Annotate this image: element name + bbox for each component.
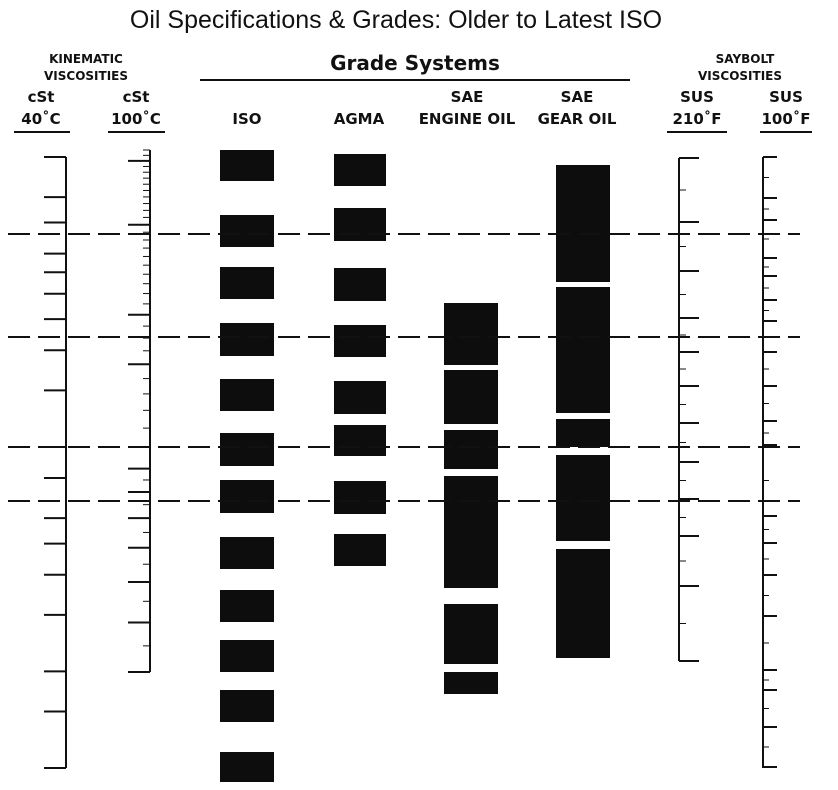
col-sus210-line2: 210˚F: [672, 110, 722, 128]
saybolt-header-line1: SAYBOLT: [715, 52, 775, 66]
col-sae-gear-line2: GEAR OIL: [537, 110, 617, 128]
iso-grade-box: [220, 690, 274, 722]
iso-grade-box: [220, 640, 274, 672]
agma-grade-box: [334, 154, 386, 186]
col-agma: AGMA: [333, 110, 385, 128]
col-sus100-line2: 100˚F: [761, 110, 811, 128]
agma-grade-box: [334, 208, 386, 241]
col-cst100-line1: cSt: [122, 88, 150, 106]
iso-grade-box: [220, 590, 274, 622]
col-sus100-line1: SUS: [769, 88, 803, 106]
col-cst40-line2: 40˚C: [21, 110, 61, 128]
col-sae-engine-line2: ENGINE OIL: [418, 110, 516, 128]
agma-grade-box: [334, 425, 386, 456]
sae-engine-grade-box: [444, 430, 498, 469]
col-sae-gear-line1: SAE: [560, 88, 594, 106]
sae-gear-grade-box: [556, 165, 610, 282]
iso-grade-box: [220, 215, 274, 247]
agma-grade-box: [334, 325, 386, 357]
sae-gear-grade-box: [556, 455, 610, 541]
sae-gear-grade-box: [556, 419, 610, 447]
kinematic-header-line1: KINEMATIC: [49, 52, 123, 66]
col-iso: ISO: [232, 110, 262, 128]
agma-grade-box: [334, 268, 386, 301]
agma-grade-box: [334, 534, 386, 566]
grade-boxes: [220, 150, 610, 782]
iso-grade-box: [220, 379, 274, 411]
sae-gear-grade-box: [556, 549, 610, 658]
reference-lines: [8, 234, 800, 501]
iso-grade-box: [220, 537, 274, 569]
sae-engine-grade-box: [444, 476, 498, 588]
iso-grade-box: [220, 150, 274, 181]
iso-grade-box: [220, 752, 274, 782]
col-cst40-line1: cSt: [27, 88, 55, 106]
col-sae-engine-line1: SAE: [450, 88, 484, 106]
iso-grade-box: [220, 267, 274, 299]
grade-systems-header: Grade Systems: [330, 51, 500, 75]
sae-engine-grade-box: [444, 303, 498, 365]
sae-gear-grade-box: [556, 287, 610, 413]
col-cst100-line2: 100˚C: [111, 110, 161, 128]
saybolt-header-line2: VISCOSITIES: [698, 69, 782, 83]
agma-grade-box: [334, 381, 386, 414]
iso-grade-box: [220, 323, 274, 356]
iso-grade-box: [220, 480, 274, 513]
chart-title: Oil Specifications & Grades: Older to Latest ISO: [129, 6, 663, 34]
sae-engine-grade-box: [444, 604, 498, 664]
sae-engine-grade-box: [444, 672, 498, 694]
kinematic-header-line2: VISCOSITIES: [44, 69, 128, 83]
scale-axes: [44, 150, 777, 768]
col-sus210-line1: SUS: [680, 88, 714, 106]
iso-grade-box: [220, 433, 274, 466]
agma-grade-box: [334, 481, 386, 514]
sae-engine-grade-box: [444, 370, 498, 424]
